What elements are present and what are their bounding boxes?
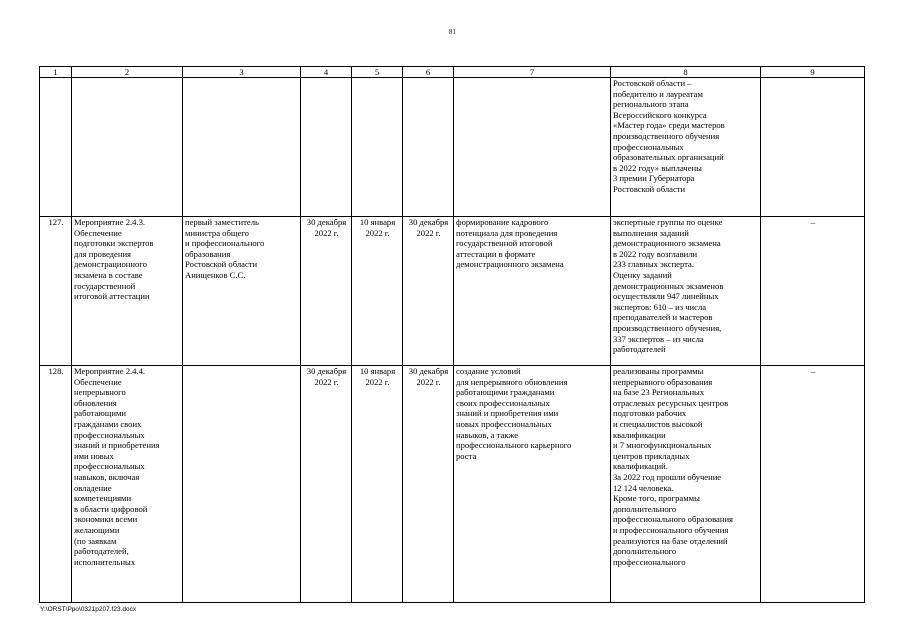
result-cell: реализованы программы непрерывного образования на базе 23 Региональных отраслевых ресурсных центров подготовки рабочих и специалистов высокой квалификации и 7 многофункциональных центров прикладных квалификаций. За 2022 год прошли обучение 12 124 человека. Кроме того, программы дополнительного профессионального образования и профессионального обучения реализуются на базе отделений дополнительного профессионального xyxy=(611,366,761,603)
mid-date-cell: 10 января 2022 г. xyxy=(352,366,403,603)
activity-cell: Мероприятие 2.4.4. Обеспечение непрерывного обновления работающими гражданами своих профессиональных знаний и приобретения ими новых профессиональных навыков, включая овладение компетенциями в области цифровой экономики всеми желающими (по заявкам работодателей, исполнительных xyxy=(72,366,183,603)
responsible-cell xyxy=(183,78,301,217)
responsible-cell: первый заместитель министра общего и профессионального образования Ростовской области Анищенков С.С. xyxy=(183,217,301,366)
note-cell: – xyxy=(761,217,865,366)
end-date-cell xyxy=(403,78,454,217)
activity-cell: Мероприятие 2.4.3. Обеспечение подготовки экспертов для проведения демонстрационного экзамена в составе государственной итоговой аттестации xyxy=(72,217,183,366)
column-header: 6 xyxy=(403,67,454,78)
result-cell: Ростовской области – победителю и лауреатам регионального этапа Всероссийского конкурса «Мастер года» среди мастеров производственного обучения профессиональных образовательных организаций в 2022 году» выплачены 3 премии Губернатора Ростовской области xyxy=(611,78,761,217)
document-table xyxy=(39,66,865,603)
mid-date-cell xyxy=(352,78,403,217)
end-date-cell: 30 декабря 2022 г. xyxy=(403,217,454,366)
page-number: 81 xyxy=(449,28,456,36)
goal-cell xyxy=(454,78,611,217)
table-row-127 xyxy=(40,217,865,366)
end-date-cell: 30 декабря 2022 г. xyxy=(403,366,454,603)
column-header: 8 xyxy=(611,67,761,78)
table-row-128 xyxy=(40,366,865,603)
note-cell xyxy=(761,78,865,217)
start-date-cell xyxy=(301,78,352,217)
row-number-cell: 127. xyxy=(40,217,72,366)
column-number-row xyxy=(40,67,865,78)
column-header: 1 xyxy=(40,67,72,78)
column-header: 9 xyxy=(761,67,865,78)
column-header: 2 xyxy=(72,67,183,78)
start-date-cell: 30 декабря 2022 г. xyxy=(301,366,352,603)
start-date-cell: 30 декабря 2022 г. xyxy=(301,217,352,366)
note-cell: – xyxy=(761,366,865,603)
result-cell: экспертные группы по оценке выполнения заданий демонстрационного экзамена в 2022 году возглавили 233 главных эксперта. Оценку заданий демонстрационных экзаменов осуществляли 947 линейных экспертов: 610 – из числа преподавателей и мастеров производственного обучения, 337 экспертов – из числа работодателей xyxy=(611,217,761,366)
row-number-cell xyxy=(40,78,72,217)
table-row-continuation xyxy=(40,78,865,217)
column-header: 5 xyxy=(352,67,403,78)
goal-cell: формирование кадрового потенциала для проведения государственной итоговой аттестации в формате демонстрационного экзамена xyxy=(454,217,611,366)
responsible-cell xyxy=(183,366,301,603)
activity-cell xyxy=(72,78,183,217)
footer-file-path: Y:\ORST\Ppo\0321p207.f23.docx xyxy=(40,606,137,613)
column-header: 7 xyxy=(454,67,611,78)
goal-cell: создание условий для непрерывного обновления работающими гражданами своих профессиональных знаний и приобретения ими новых профессиональных навыков, а также профессионального карьерного роста xyxy=(454,366,611,603)
row-number-cell: 128. xyxy=(40,366,72,603)
column-header: 4 xyxy=(301,67,352,78)
mid-date-cell: 10 января 2022 г. xyxy=(352,217,403,366)
column-header: 3 xyxy=(183,67,301,78)
